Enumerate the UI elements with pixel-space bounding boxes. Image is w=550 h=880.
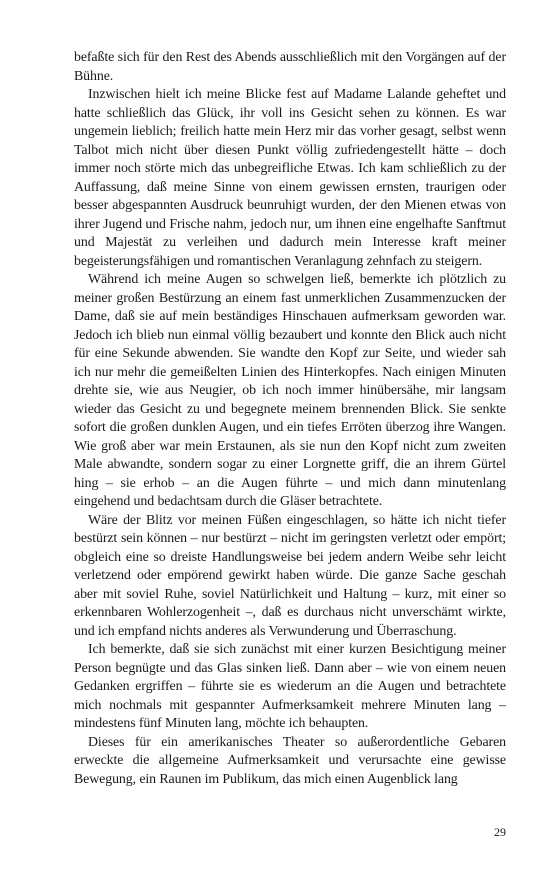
body-text <box>74 49 506 789</box>
paragraph: Wäre der Blitz vor meinen Füßen eingeschlagen, so hätte ich nicht tiefer bestürzt sein können – nur bestürzt – nicht im geringsten verletzt oder empört; obgleich eine so dreiste Handlungsweise bei jedem andern Weibe sehr leicht verletzend oder empörend gewirkt haben würde. Die ganze Sache geschah aber mit soviel Ruhe, soviel Natürlichkeit und Haltung – kurz, mit einer so erkennbaren Wohlerzogenheit –, daß es durchaus nicht unverschämt wirkte, und ich empfand nichts anderes als Verwunderung und Überraschung. <box>74 512 506 639</box>
page-number: 29 <box>494 825 506 839</box>
paragraph: Ich bemerkte, daß sie sich zunächst mit einer kurzen Besichtigung meiner Person begnügte und das Glas sinken ließ. Dann aber – wie von einem neuen Gedanken ergriffen – führte sie es wiederum an die Augen und betrachtete mich nochmals mit gespannter Aufmerksamkeit mehrere Minuten lang – mindestens fünf Minuten lang, möchte ich behaupten. <box>74 642 506 731</box>
paragraph-continuation: befaßte sich für den Rest des Abends ausschließlich mit den Vorgängen auf der Bühne. <box>74 50 506 84</box>
paragraph: Während ich meine Augen so schwelgen ließ, bemerkte ich plötzlich zu meiner großen Bestürzung an einem fast unmerklichen Zusammenzucken der Dame, daß sie auf mein beständiges Hinschauen aufmerksam geworden war. Jedoch ich blieb nun einmal völlig bezaubert und konnte den Blick auch nicht für eine Sekunde abwenden. Sie wandte den Kopf zur Seite, und wieder sah ich nur mehr die gemeißelten Linien des Hinterkopfes. Nach einigen Minuten drehte sie, wie aus Neugier, ob ich noch immer hinübersähe, mir langsam wieder das Gesicht zu und begegnete meinem brennenden Blick. Sie senkte sofort die großen dunklen Augen, und ein tiefes Erröten überzog ihre Wangen. Wie groß aber war mein Erstaunen, als sie nun den Kopf nicht zum zweiten Male abwandte, sondern sogar zu einer Lorgnette griff, die an ihrem Gürtel hing – sie erhob – an die Augen führte – und mich dann minutenlang eingehend und bedachtsam durch die Gläser betrachtete. <box>74 272 506 509</box>
paragraph: Inzwischen hielt ich meine Blicke fest auf Madame Lalande geheftet und hatte schließlich das Glück, ihr voll ins Gesicht sehen zu können. Es war ungemein lieblich; freilich hatte mein Herz mir das vorher gesagt, selbst wenn Talbot mich nicht über diesen Punkt völlig zufriedengestellt hätte – doch immer noch störte mich das unbegreifliche Etwas. Ich kam schließlich zu der Auffassung, daß meine Sinne von einem gewissen ernsten, traurigen oder besser abgespannten Ausdruck beunruhigt wurden, der den Mienen etwas von ihrer Jugend und Frische nahm, jedoch nur, um ihnen eine engelhafte Sanftmut und Majestät zu verleihen und dadurch mein Interesse kraft meiner begeisterungsfähigen und romantischen Veranlagung zehnfach zu steigern. <box>74 87 506 269</box>
paragraph: Dieses für ein amerikanisches Theater so außerordentliche Gebaren erweckte die allgemeine Aufmerksamkeit und verursachte eine gewisse Bewegung, ein Raunen im Publikum, das mich einen Augenblick lang <box>74 734 506 787</box>
